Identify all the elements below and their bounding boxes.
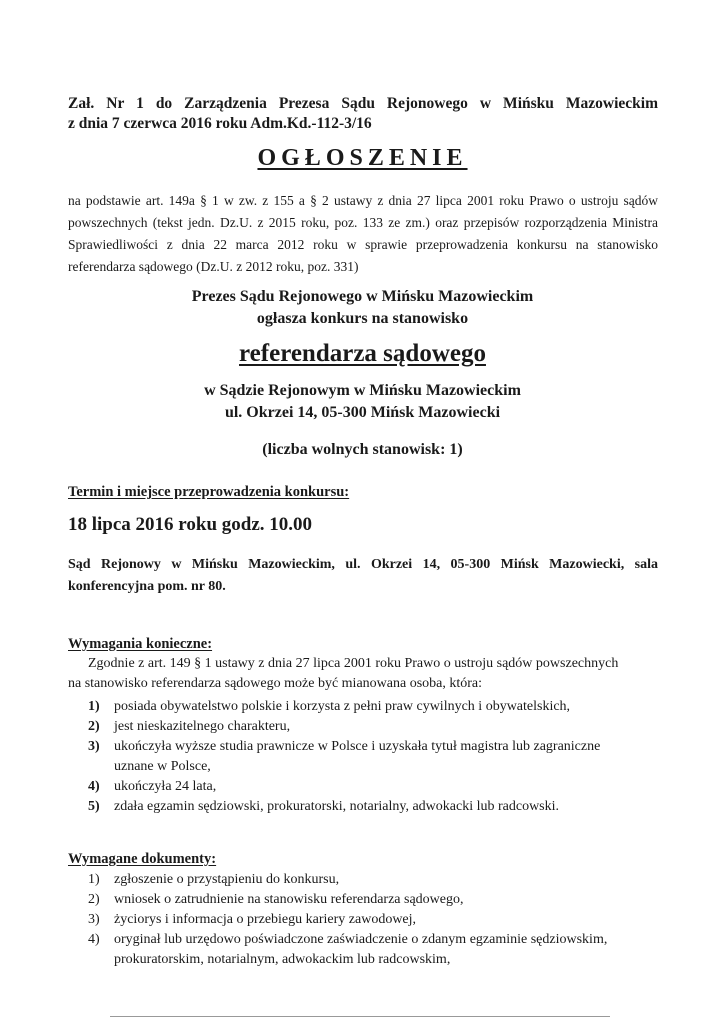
legal-basis-paragraph: na podstawie art. 149a § 1 w zw. z 155 a § 2 ustawy z dnia 27 lipca 2001 roku Prawo o ustroju sądów powszechnych (tekst jedn. Dz.U. z 2015 roku, poz. 133 ze zm.) oraz przepisów rozporządzenia Ministra Sprawiedliwości z dnia 22 marca 2012 roku w sprawie przeprowadzenia konkursu na stanowisko referendarza sądowego (Dz.U. z 2012 roku, poz. 331) <box>68 193 658 274</box>
list-item-text-continued: prokuratorskim, notarialnym, adwokackim lub radcowskim, <box>114 952 451 967</box>
list-item-text: wniosek o zatrudnienie na stanowisku referendarza sądowego, <box>114 892 464 907</box>
announcer-line-2: ogłasza konkurs na stanowisko <box>256 310 469 327</box>
list-item <box>68 717 658 737</box>
place-line-2: konferencyjna pom. nr 80. <box>68 579 226 594</box>
list-item-number: 2) <box>88 719 100 734</box>
list-item-number: 4) <box>88 932 100 947</box>
list-item-text: życiorys i informacja o przebiegu kariery zawodowej, <box>114 912 417 927</box>
competition-place <box>68 554 658 598</box>
list-item <box>68 870 658 890</box>
attachment-line-2: z dnia 7 czerwca 2016 roku Adm.Kd.-112-3/16 <box>68 115 372 132</box>
list-item <box>68 930 658 970</box>
list-item <box>68 797 658 817</box>
requirements-intro-line-2: na stanowisko referendarza sądowego może być mianowana osoba, która: <box>68 676 483 691</box>
competition-date: 18 lipca 2016 roku godz. 10.00 <box>68 514 313 535</box>
announcer-line-1: Prezes Sądu Rejonowego w Mińsku Mazowieckim <box>191 288 534 305</box>
list-item-text: zgłoszenie o przystąpieniu do konkursu, <box>114 872 340 887</box>
list-item-number: 1) <box>88 699 100 714</box>
list-item-number: 3) <box>88 739 100 754</box>
court-address: ul. Okrzei 14, 05-300 Mińsk Mazowiecki <box>224 404 501 421</box>
court-block <box>0 380 725 424</box>
attachment-reference <box>68 94 658 134</box>
position-title: referendarza sądowego <box>239 340 486 367</box>
list-item <box>68 777 658 797</box>
requirements-intro <box>68 654 658 694</box>
documents-heading: Wymagane dokumenty: <box>68 851 217 867</box>
list-item-text: posiada obywatelstwo polskie i korzysta z pełni praw cywilnych i obywatelskich, <box>114 699 571 714</box>
list-item-number: 3) <box>88 912 100 927</box>
list-item-number: 1) <box>88 872 100 887</box>
requirements-list <box>68 697 658 817</box>
requirements-heading: Wymagania konieczne: <box>68 636 213 652</box>
document-title: OGŁOSZENIE <box>257 145 468 171</box>
list-item <box>68 890 658 910</box>
announcer-block <box>0 286 725 330</box>
list-item-number: 2) <box>88 892 100 907</box>
list-item <box>68 737 658 777</box>
attachment-line-1: Zał. Nr 1 do Zarządzenia Prezesa Sądu Rejonowego w Mińsku Mazowieckim <box>68 95 658 112</box>
requirements-intro-line-1: Zgodnie z art. 149 § 1 ustawy z dnia 27 lipca 2001 roku Prawo o ustroju sądów powszechnych <box>88 656 619 671</box>
list-item-text: oryginał lub urzędowo poświadczone zaświadczenie o zdanym egzaminie sędziowskim, <box>114 932 608 947</box>
list-item-text: jest nieskazitelnego charakteru, <box>114 719 291 734</box>
list-item <box>68 910 658 930</box>
list-item-text: zdała egzamin sędziowski, prokuratorski, notarialny, adwokacki lub radcowski. <box>114 799 560 814</box>
list-item-text: ukończyła 24 lata, <box>114 779 217 794</box>
list-item-number: 5) <box>88 799 100 814</box>
term-heading: Termin i miejsce przeprowadzenia konkursu: <box>68 484 350 500</box>
list-item <box>68 697 658 717</box>
list-item-text: ukończyła wyższe studia prawnicze w Polsce i uzyskała tytuł magistra lub zagraniczne <box>114 739 601 754</box>
court-line-1: w Sądzie Rejonowym w Mińsku Mazowieckim <box>204 382 521 399</box>
vacancies-count: (liczba wolnych stanowisk: 1) <box>262 441 463 458</box>
documents-list <box>68 870 658 970</box>
list-item-text-continued: uznane w Polsce, <box>114 759 211 774</box>
list-item-number: 4) <box>88 779 100 794</box>
place-line-1: Sąd Rejonowy w Mińsku Mazowieckim, ul. Okrzei 14, 05-300 Mińsk Mazowiecki, sala <box>68 557 658 572</box>
footer-divider <box>110 1016 610 1017</box>
